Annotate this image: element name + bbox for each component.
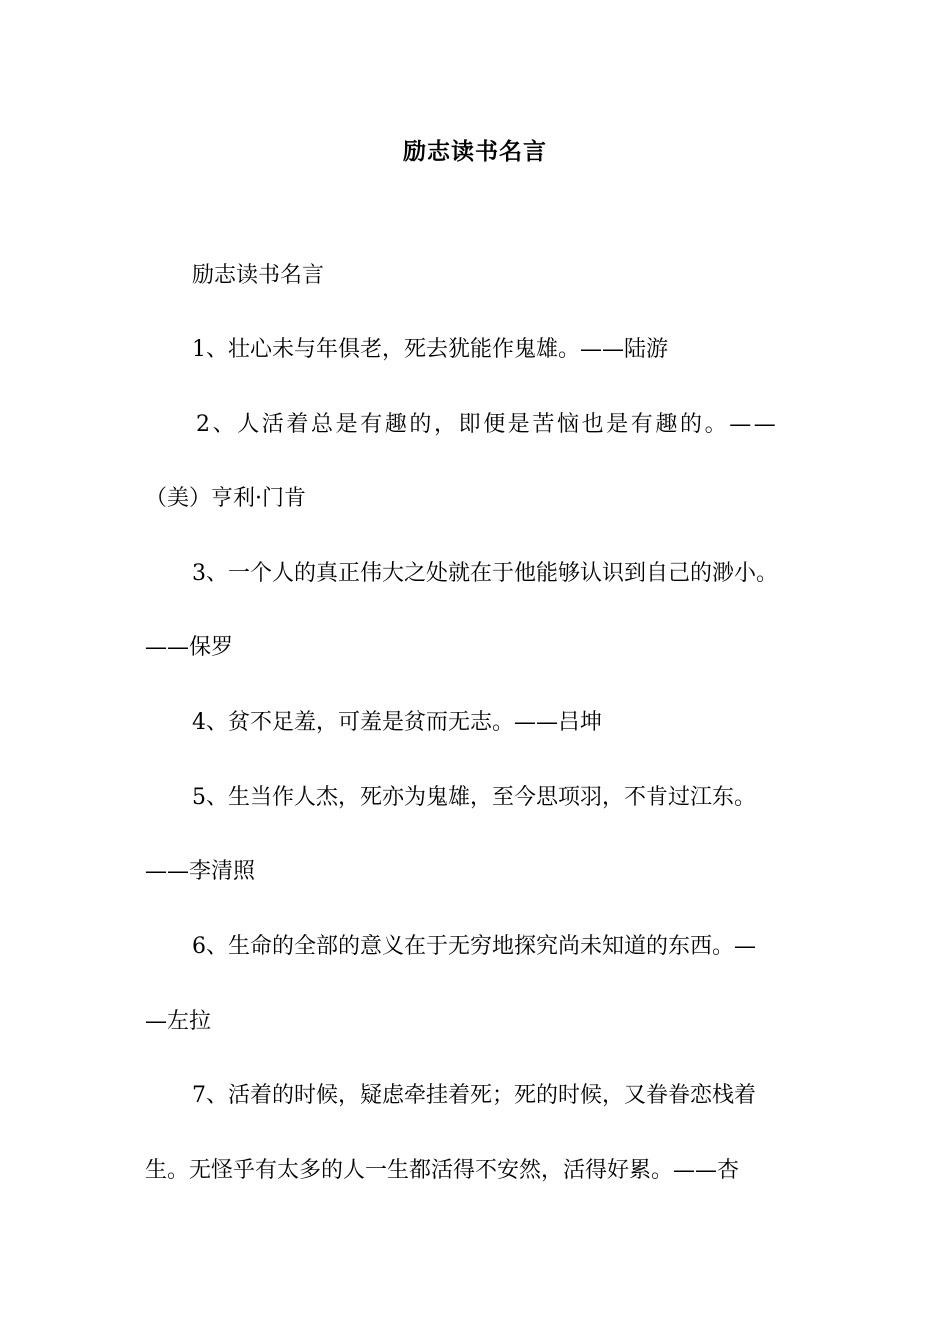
text-line: 5、生当作人杰，死亦为鬼雄，至今思项羽，不肯过江东。 <box>192 785 756 810</box>
text-line: 4、贫不足羞，可羞是贫而无志。——吕坤 <box>192 710 602 735</box>
text-line: 1、壮心未与年俱老，死去犹能作鬼雄。——陆游 <box>192 337 668 362</box>
text-line: 3、一个人的真正伟大之处就在于他能够认识到自己的渺小。 <box>192 561 778 586</box>
text-line: ——保罗 <box>145 635 234 660</box>
text-line: 2、人活着总是有趣的，即便是苦恼也是有趣的。—— <box>196 412 779 437</box>
text-line: （美）亨利·门肯 <box>145 486 306 511</box>
document-title: 励志读书名言 <box>403 138 547 165</box>
text-line: —左拉 <box>145 1009 212 1034</box>
text-line: 7、活着的时候，疑虑牵挂着死；死的时候，又眷眷恋栈着 <box>192 1083 756 1108</box>
text-line: 6、生命的全部的意义在于无穷地探究尚未知道的东西。— <box>192 934 756 959</box>
text-line: 励志读书名言 <box>192 263 325 288</box>
text-line: ——李清照 <box>145 859 256 884</box>
text-line: 生。无怪乎有太多的人一生都活得不安然，活得好累。——杏 <box>145 1158 740 1183</box>
